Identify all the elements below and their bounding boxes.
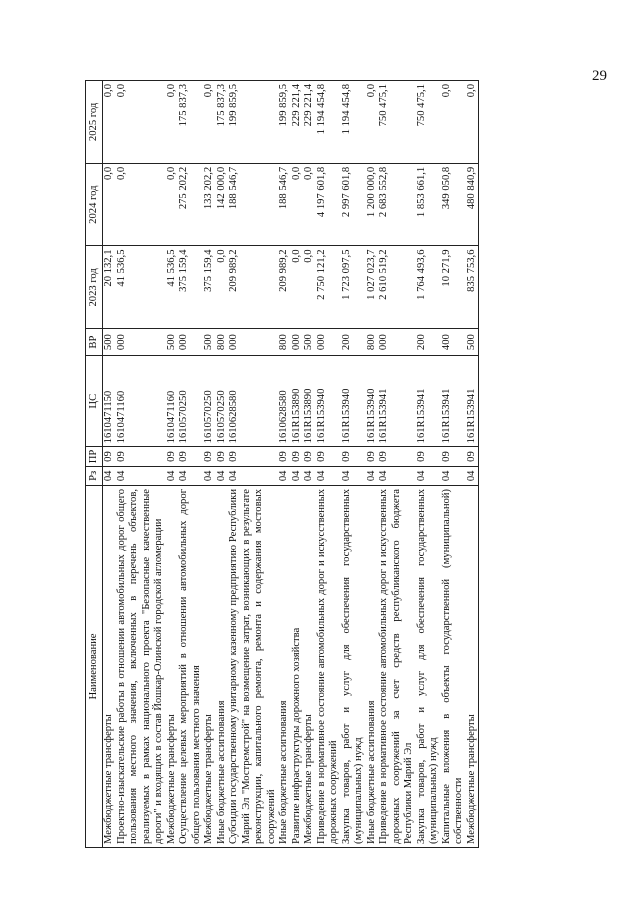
cell-cs: 1610570250 <box>203 356 216 447</box>
cell-2025: 0,0 <box>441 81 466 164</box>
cell-cs: 161R153941 <box>378 356 416 447</box>
cell-2023: 835 753,6 <box>466 246 479 329</box>
cell-2023: 1 723 097,5 <box>341 246 366 329</box>
cell-vr: 000 <box>228 329 278 356</box>
cell-2024: 275 202,2 <box>178 163 203 246</box>
table-row <box>203 81 216 848</box>
cell-name: Приведение в нормативное состояние автомобильных дорог и искусственных дорожных сооружений за счет средств республиканского бюджета Республики Марий Эл <box>378 486 416 848</box>
table-row <box>216 81 229 848</box>
cell-2024: 133 202,2 <box>203 163 216 246</box>
header-pr: ПР <box>86 447 103 466</box>
cell-pr: 09 <box>466 447 479 466</box>
cell-2024: 2 683 552,8 <box>378 163 416 246</box>
cell-2024: 142 000,0 <box>216 163 229 246</box>
cell-2023: 10 271,9 <box>441 246 466 329</box>
cell-cs: 161R153940 <box>366 356 379 447</box>
cell-2024: 0,0 <box>103 163 116 246</box>
cell-rz: 04 <box>303 466 316 485</box>
cell-cs: 161R153940 <box>341 356 366 447</box>
cell-pr: 09 <box>166 447 179 466</box>
cell-cs: 161R153940 <box>316 356 341 447</box>
table-row <box>278 81 291 848</box>
cell-2023: 2 750 121,2 <box>316 246 341 329</box>
cell-vr: 800 <box>278 329 291 356</box>
cell-rz: 04 <box>441 466 466 485</box>
header-cs: ЦС <box>86 356 103 447</box>
cell-name: Межбюджетные трансферты <box>466 486 479 848</box>
cell-name: Иные бюджетные ассигнования <box>278 486 291 848</box>
cell-2024: 0,0 <box>116 163 166 246</box>
table-row <box>178 81 203 848</box>
cell-2023: 0,0 <box>303 246 316 329</box>
cell-2024: 0,0 <box>291 163 304 246</box>
cell-vr: 200 <box>416 329 441 356</box>
cell-cs: 1610570250 <box>178 356 203 447</box>
header-2025: 2025 год <box>86 81 103 164</box>
cell-pr: 09 <box>341 447 366 466</box>
cell-2024: 1 200 000,0 <box>366 163 379 246</box>
cell-rz: 04 <box>466 466 479 485</box>
cell-rz: 04 <box>366 466 379 485</box>
cell-2023: 375 159,4 <box>178 246 203 329</box>
table-row <box>303 81 316 848</box>
cell-2025: 199 859,5 <box>278 81 291 164</box>
cell-2025: 0,0 <box>166 81 179 164</box>
cell-vr: 500 <box>303 329 316 356</box>
cell-rz: 04 <box>416 466 441 485</box>
cell-name: Проектно-изыскательские работы в отношении автомобильных дорог общего пользования местного значения, включенных в перечень объектов, реализуемых в рамках национального проекта "Безопасные качественные дороги" и входящих в состав Йошкар-Олинской городской агломерации <box>116 486 166 848</box>
rotated-table-container <box>85 80 621 848</box>
cell-cs: 161R153890 <box>291 356 304 447</box>
cell-cs: 1610471150 <box>103 356 116 447</box>
cell-cs: 1610471160 <box>116 356 166 447</box>
cell-2023: 209 989,2 <box>278 246 291 329</box>
cell-2023: 209 989,2 <box>228 246 278 329</box>
cell-pr: 09 <box>228 447 278 466</box>
cell-pr: 09 <box>416 447 441 466</box>
cell-2025: 0,0 <box>103 81 116 164</box>
header-2024: 2024 год <box>86 163 103 246</box>
cell-name: Развитие инфраструктуры дорожного хозяйства <box>291 486 304 848</box>
table-row <box>416 81 441 848</box>
cell-cs: 1610471160 <box>166 356 179 447</box>
cell-cs: 161R153941 <box>466 356 479 447</box>
cell-2024: 4 197 601,8 <box>316 163 341 246</box>
cell-2024: 349 050,8 <box>441 163 466 246</box>
cell-rz: 04 <box>166 466 179 485</box>
cell-2025: 199 859,5 <box>228 81 278 164</box>
header-rz: Рз <box>86 466 103 485</box>
cell-2024: 2 997 601,8 <box>341 163 366 246</box>
cell-vr: 000 <box>378 329 416 356</box>
header-2023: 2023 год <box>86 246 103 329</box>
cell-2023: 1 027 023,7 <box>366 246 379 329</box>
cell-pr: 09 <box>203 447 216 466</box>
cell-name: Межбюджетные трансферты <box>303 486 316 848</box>
cell-cs: 1610628580 <box>228 356 278 447</box>
cell-pr: 09 <box>216 447 229 466</box>
cell-2025: 1 194 454,8 <box>316 81 341 164</box>
cell-2025: 0,0 <box>203 81 216 164</box>
budget-table <box>85 80 479 848</box>
cell-rz: 04 <box>228 466 278 485</box>
cell-rz: 04 <box>103 466 116 485</box>
cell-2024: 0,0 <box>166 163 179 246</box>
cell-vr: 500 <box>203 329 216 356</box>
cell-2023: 20 132,1 <box>103 246 116 329</box>
cell-vr: 000 <box>291 329 304 356</box>
table-row <box>228 81 278 848</box>
table-row <box>116 81 166 848</box>
cell-name: Приведение в нормативное состояние автомобильных дорог и искусственных дорожных сооружений <box>316 486 341 848</box>
cell-2024: 480 840,9 <box>466 163 479 246</box>
cell-name: Межбюджетные трансферты <box>203 486 216 848</box>
table-header-row <box>86 81 103 848</box>
cell-2023: 41 536,5 <box>116 246 166 329</box>
cell-2024: 1 853 661,1 <box>416 163 441 246</box>
cell-rz: 04 <box>178 466 203 485</box>
cell-rz: 04 <box>116 466 166 485</box>
cell-pr: 09 <box>278 447 291 466</box>
table-row <box>341 81 366 848</box>
cell-vr: 000 <box>316 329 341 356</box>
cell-vr: 500 <box>103 329 116 356</box>
cell-rz: 04 <box>316 466 341 485</box>
cell-cs: 161R153941 <box>416 356 441 447</box>
header-name: Наименование <box>86 486 103 848</box>
cell-pr: 09 <box>366 447 379 466</box>
cell-pr: 09 <box>103 447 116 466</box>
cell-name: Иные бюджетные ассигнования <box>216 486 229 848</box>
cell-pr: 09 <box>303 447 316 466</box>
page-number: 29 <box>592 68 607 84</box>
cell-vr: 200 <box>341 329 366 356</box>
cell-cs: 161R153890 <box>303 356 316 447</box>
cell-vr: 800 <box>216 329 229 356</box>
cell-vr: 400 <box>441 329 466 356</box>
cell-rz: 04 <box>378 466 416 485</box>
cell-rz: 04 <box>291 466 304 485</box>
table-body <box>103 81 479 848</box>
table-row <box>166 81 179 848</box>
cell-pr: 09 <box>441 447 466 466</box>
cell-vr: 800 <box>366 329 379 356</box>
table-row <box>366 81 379 848</box>
cell-pr: 09 <box>116 447 166 466</box>
cell-2025: 750 475,1 <box>378 81 416 164</box>
cell-2025: 0,0 <box>366 81 379 164</box>
table-row <box>316 81 341 848</box>
cell-2023: 41 536,5 <box>166 246 179 329</box>
table-row <box>291 81 304 848</box>
cell-2025: 175 837,3 <box>178 81 203 164</box>
cell-2023: 375 159,4 <box>203 246 216 329</box>
cell-name: Субсидии государственному унитарному казенному предприятию Республики Марий Эл "Мостремстрой" на возмещение затрат, возникающих в результате реконструкции, капитального ремонта, ремонта и содержания мостовых сооружений <box>228 486 278 848</box>
cell-2025: 750 475,1 <box>416 81 441 164</box>
cell-vr: 000 <box>178 329 203 356</box>
cell-2023: 2 610 519,2 <box>378 246 416 329</box>
cell-name: Закупка товаров, работ и услуг для обеспечения государственных (муниципальных) нужд <box>341 486 366 848</box>
cell-2023: 0,0 <box>291 246 304 329</box>
cell-2024: 0,0 <box>303 163 316 246</box>
header-vr: ВР <box>86 329 103 356</box>
cell-pr: 09 <box>291 447 304 466</box>
cell-2025: 229 221,4 <box>303 81 316 164</box>
cell-2023: 1 764 493,6 <box>416 246 441 329</box>
cell-2025: 0,0 <box>116 81 166 164</box>
cell-2025: 1 194 454,8 <box>341 81 366 164</box>
cell-cs: 161R153941 <box>441 356 466 447</box>
cell-pr: 09 <box>378 447 416 466</box>
cell-vr: 500 <box>466 329 479 356</box>
cell-2025: 0,0 <box>466 81 479 164</box>
cell-name: Осуществление целевых мероприятий в отношении автомобильных дорог общего пользования местного значения <box>178 486 203 848</box>
table-row <box>378 81 416 848</box>
cell-cs: 1610628580 <box>278 356 291 447</box>
cell-rz: 04 <box>341 466 366 485</box>
table-row <box>441 81 466 848</box>
cell-name: Межбюджетные трансферты <box>103 486 116 848</box>
cell-name: Капитальные вложения в объекты государственной (муниципальной) собственности <box>441 486 466 848</box>
cell-name: Межбюджетные трансферты <box>166 486 179 848</box>
cell-vr: 500 <box>166 329 179 356</box>
cell-2023: 0,0 <box>216 246 229 329</box>
cell-name: Закупка товаров, работ и услуг для обеспечения государственных (муниципальных) нужд <box>416 486 441 848</box>
cell-rz: 04 <box>216 466 229 485</box>
cell-rz: 04 <box>278 466 291 485</box>
cell-cs: 1610570250 <box>216 356 229 447</box>
table-row <box>466 81 479 848</box>
cell-pr: 09 <box>316 447 341 466</box>
cell-2024: 188 546,7 <box>228 163 278 246</box>
cell-rz: 04 <box>203 466 216 485</box>
cell-2025: 175 837,3 <box>216 81 229 164</box>
cell-2024: 188 546,7 <box>278 163 291 246</box>
cell-name: Иные бюджетные ассигнования <box>366 486 379 848</box>
table-row <box>103 81 116 848</box>
cell-vr: 000 <box>116 329 166 356</box>
cell-2025: 229 221,4 <box>291 81 304 164</box>
cell-pr: 09 <box>178 447 203 466</box>
